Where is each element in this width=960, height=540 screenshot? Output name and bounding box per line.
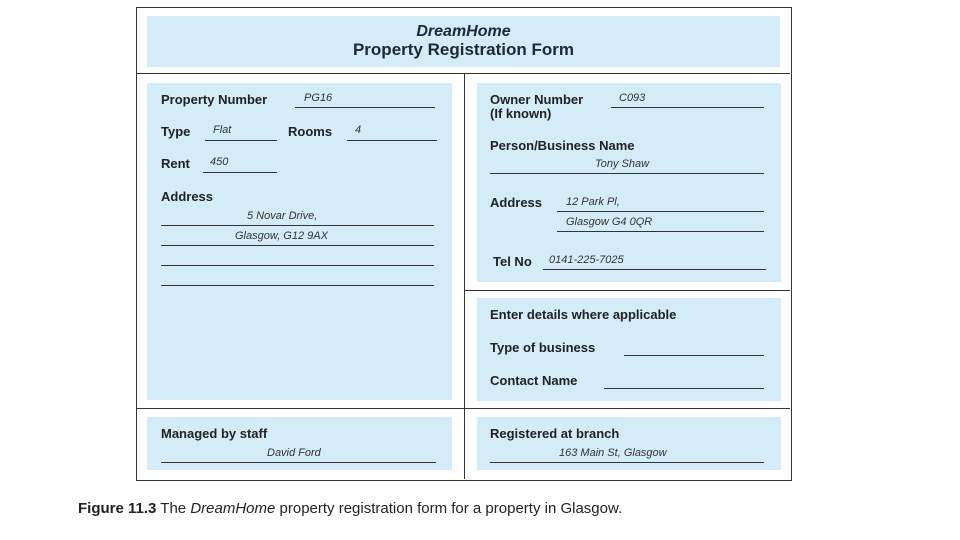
managed-by-label: Managed by staff bbox=[161, 426, 268, 441]
staff-panel bbox=[147, 417, 452, 470]
type-label: Type bbox=[161, 124, 191, 139]
owner-name-field bbox=[490, 173, 764, 174]
owner-address-line1: 12 Park Pl, bbox=[566, 196, 620, 208]
owner-address-line2: Glasgow G4 0QR bbox=[566, 216, 653, 228]
type-value: Flat bbox=[213, 124, 232, 136]
figure-number: Figure 11.3 bbox=[78, 500, 157, 517]
type-field bbox=[205, 140, 277, 141]
owner-address-field-2 bbox=[557, 231, 764, 232]
owner-number-value: C093 bbox=[619, 92, 646, 104]
contact-name-field bbox=[604, 388, 764, 389]
rent-label: Rent bbox=[161, 156, 190, 171]
owner-address-field-1 bbox=[557, 211, 764, 212]
owner-address-label: Address bbox=[490, 195, 543, 210]
owner-panel bbox=[477, 83, 781, 282]
tel-value: 0141-225-7025 bbox=[549, 254, 624, 266]
divider-right-middle bbox=[464, 290, 790, 291]
rooms-label: Rooms bbox=[288, 124, 333, 139]
branch-field bbox=[490, 462, 764, 463]
details-panel bbox=[477, 298, 781, 401]
contact-name-label: Contact Name bbox=[490, 373, 578, 388]
form-title: Property Registration Form bbox=[352, 40, 575, 59]
details-heading: Enter details where applicable bbox=[490, 307, 677, 322]
branch-value: 163 Main St, Glasgow bbox=[559, 447, 667, 459]
business-type-label: Type of business bbox=[490, 340, 596, 355]
business-type-field bbox=[624, 355, 764, 356]
tel-label: Tel No bbox=[493, 254, 532, 269]
rooms-value: 4 bbox=[355, 124, 362, 136]
property-address-line1: 5 Novar Drive, bbox=[247, 210, 318, 222]
caption-italic: DreamHome bbox=[190, 500, 276, 517]
property-number-value: PG16 bbox=[304, 92, 333, 104]
rent-field bbox=[203, 172, 277, 173]
rent-value: 450 bbox=[210, 156, 229, 168]
caption-post: property registration form for a property in Glasgow. bbox=[279, 500, 623, 517]
owner-number-label: Owner Number bbox=[490, 92, 584, 107]
property-address-label: Address bbox=[161, 189, 214, 204]
property-address-field-2 bbox=[161, 245, 434, 246]
header-panel bbox=[147, 16, 780, 67]
property-number-label: Property Number bbox=[161, 92, 268, 107]
divider-vertical bbox=[464, 73, 465, 479]
figure-caption bbox=[78, 500, 622, 517]
owner-name-value: Tony Shaw bbox=[595, 158, 650, 170]
tel-field bbox=[543, 269, 766, 270]
form-brand-title: DreamHome bbox=[416, 23, 511, 40]
registration-form-frame bbox=[136, 7, 792, 481]
property-number-field bbox=[295, 107, 435, 108]
owner-name-label: Person/Business Name bbox=[490, 138, 635, 153]
rooms-field bbox=[347, 140, 437, 141]
property-address-line2: Glasgow, G12 9AX bbox=[235, 230, 328, 242]
branch-label: Registered at branch bbox=[490, 426, 620, 441]
managed-by-field bbox=[161, 462, 436, 463]
owner-number-note: (If known) bbox=[490, 106, 552, 121]
managed-by-value: David Ford bbox=[267, 447, 321, 459]
property-address-field-4 bbox=[161, 285, 434, 286]
branch-panel bbox=[477, 417, 781, 470]
property-address-field-3 bbox=[161, 265, 434, 266]
property-panel bbox=[147, 83, 452, 400]
property-address-field-1 bbox=[161, 225, 434, 226]
caption-pre: The bbox=[160, 500, 187, 517]
owner-number-field bbox=[611, 107, 764, 108]
